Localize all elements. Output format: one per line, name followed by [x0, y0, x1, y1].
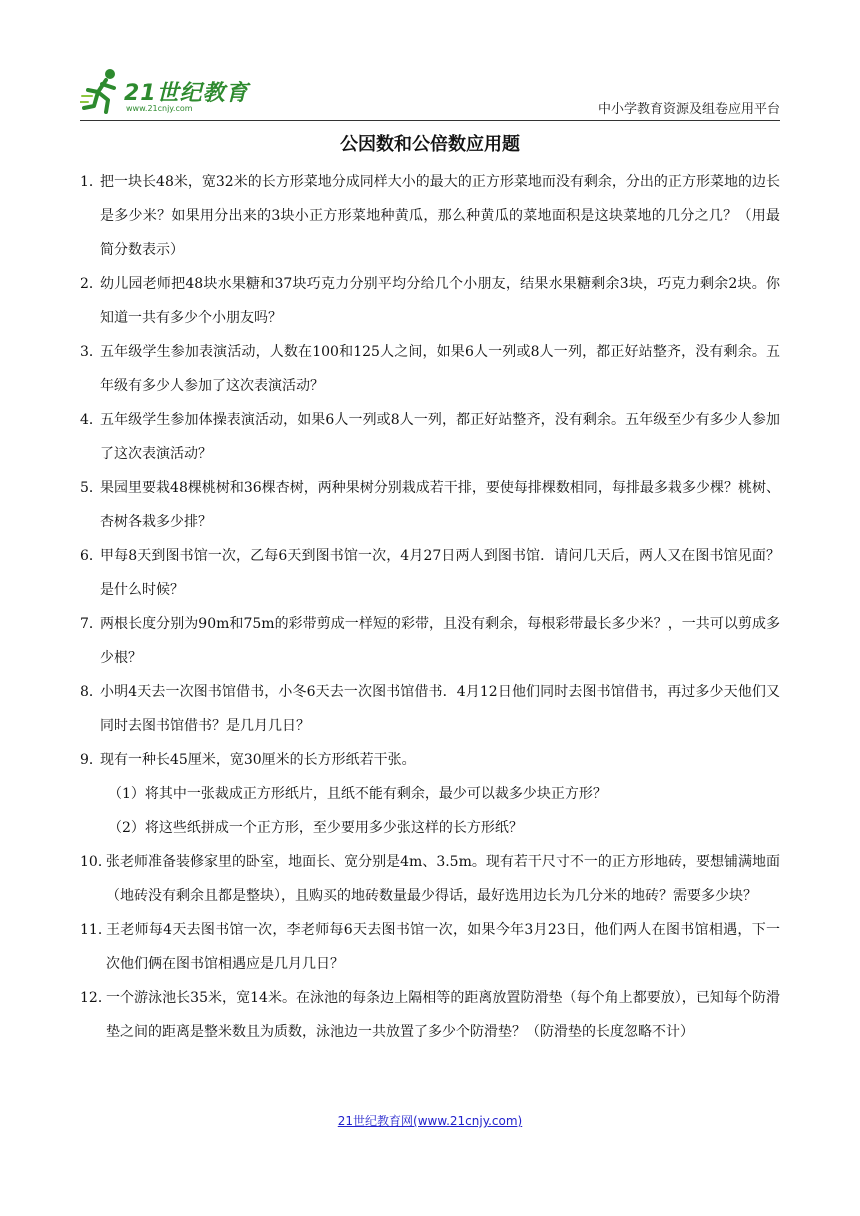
question-item: 11． 王老师每4天去图书馆一次，李老师每6天去图书馆一次，如果今年3月23日，他们两人在图书馆相遇，下一次他们俩在图书馆相遇应是几月几日？	[80, 922, 780, 972]
sub-question: （2）将这些纸拼成一个正方形，至少要用多少张这样的长方形纸？	[108, 820, 523, 836]
sub-question: （1）将其中一张裁成正方形纸片，且纸不能有剩余，最少可以裁多少块正方形？	[108, 786, 607, 802]
header-divider	[80, 120, 780, 121]
page-title: 公因数和公倍数应用题	[340, 134, 520, 155]
question-item: 2． 幼儿园老师把48块水果糖和37块巧克力分别平均分给几个小朋友，结果水果糖剩余3块，巧克力剩余2块。你知道一共有多少个小朋友吗？	[80, 276, 780, 326]
page-header	[80, 62, 780, 120]
question-item: 6． 甲每8天到图书馆一次，乙每6天到图书馆一次，4月27日两人到图书馆．请问几天后，两人又在图书馆见面？是什么时候？	[80, 548, 780, 598]
question-list	[80, 165, 780, 1049]
question-item: 3． 五年级学生参加表演活动，人数在100和125人之间，如果6人一列或8人一列，都正好站整齐，没有剩余。五年级有多少人参加了这次表演活动？	[80, 344, 780, 394]
question-item: 7． 两根长度分别为90m和75m的彩带剪成一样短的彩带，且没有剩余，每根彩带最长多少米？，一共可以剪成多少根？	[80, 616, 780, 666]
platform-label: 中小学教育资源及组卷应用平台	[597, 102, 780, 117]
logo-url: www.21cnjy.com	[126, 104, 193, 113]
question-item: 5． 果园里要栽48棵桃树和36棵杏树，两种果树分别栽成若干排，要使每排棵数相同，每排最多栽多少棵？桃树、杏树各栽多少排？	[80, 480, 780, 530]
question-item: 1． 把一块长48米，宽32米的长方形菜地分成同样大小的最大的正方形菜地而没有剩余，分出的正方形菜地的边长是多少米？如果用分出来的3块小正方形菜地种黄瓜，那么种黄瓜的菜地面积是这块菜地的几分之几？（用最简分数表示）	[80, 174, 780, 258]
running-figure-icon	[80, 66, 124, 114]
question-item: 4． 五年级学生参加体操表演活动，如果6人一列或8人一列，都正好站整齐，没有剩余。五年级至少有多少人参加了这次表演活动？	[80, 412, 780, 462]
question-item: 12． 一个游泳池长35米，宽14米。在泳池的每条边上隔相等的距离放置防滑垫（每个角上都要放），已知每个防滑垫之间的距离是整米数且为质数，泳池边一共放置了多少个防滑垫？（防滑垫的长度忽略不计）	[80, 990, 780, 1040]
footer-link[interactable]: 21世纪教育网(www.21cnjy.com)	[337, 1114, 523, 1128]
logo-text: 21世纪教育	[124, 81, 249, 106]
question-item: 8． 小明4天去一次图书馆借书，小冬6天去一次图书馆借书．4月12日他们同时去图书馆借书，再过多少天他们又同时去图书馆借书？是几月几日？	[80, 684, 780, 734]
site-logo[interactable]	[80, 66, 260, 118]
question-item: 9． 现有一种长45厘米，宽30厘米的长方形纸若干张。	[80, 752, 416, 768]
question-item: 10． 张老师准备装修家里的卧室，地面长、宽分别是4m、3.5m。现有若干尺寸不一的正方形地砖，要想铺满地面（地砖没有剩余且都是整块），且购买的地砖数量最少得话，最好选用边长为几分米的地砖？需要多少块？	[80, 854, 780, 904]
